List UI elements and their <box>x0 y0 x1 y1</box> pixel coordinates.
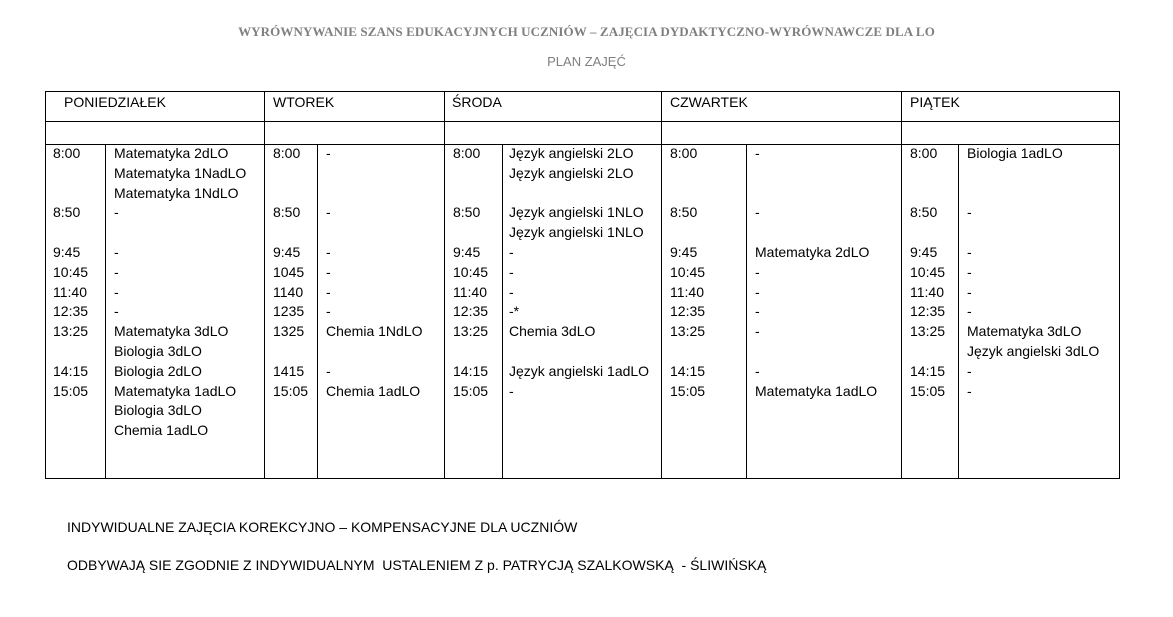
wednesday-subjects: Język angielski 2LO Język angielski 2LO Język angielski 1NLO Język angielski 1NLO - - - -* Chemia 3dLO Język angielski 1adLO - <box>509 145 650 399</box>
schedule-table <box>45 91 1120 479</box>
tuesday-subjects: - - - - - - Chemia 1NdLO - Chemia 1adLO <box>326 145 423 399</box>
day-header-friday: PIĄTEK <box>910 94 960 110</box>
footer-line-2: ODBYWAJĄ SIE ZGODNIE Z INDYWIDUALNYM USTALENIEM Z p. PATRYCJĄ SZALKOWSKĄ - ŚLIWIŃSKĄ <box>67 557 767 573</box>
tuesday-times: 8:00 8:50 9:45 1045 1140 1235 1325 1415 15:05 <box>273 145 309 399</box>
thursday-subjects: - - Matematyka 2dLO - - - - - Matematyka 1adLO <box>755 145 878 399</box>
monday-subjects: Matematyka 2dLO Matematyka 1NadLO Matematyka 1NdLO - - - - - Matematyka 3dLO Biologia 3dLO Biologia 2dLO Matematyka 1adLO Biologia 3dLO Chemia 1adLO <box>114 145 247 439</box>
day-header-monday: PONIEDZIAŁEK <box>64 94 166 110</box>
schedule-subtitle: PLAN ZAJĘĆ <box>547 54 626 69</box>
footer-line-1: INDYWIDUALNE ZAJĘCIA KOREKCYJNO – KOMPENSACYJNE DLA UCZNIÓW <box>67 519 578 535</box>
monday-times: 8:00 8:50 9:45 10:45 11:40 12:35 13:25 14:15 15:05 <box>53 145 89 399</box>
friday-subjects: Biologia 1adLO - - - - - Matematyka 3dLO Język angielski 3dLO - - <box>967 145 1100 399</box>
thursday-times: 8:00 8:50 9:45 10:45 11:40 12:35 13:25 14:15 15:05 <box>670 145 706 399</box>
day-header-thursday: CZWARTEK <box>670 94 748 110</box>
wednesday-times: 8:00 8:50 9:45 10:45 11:40 12:35 13:25 14:15 15:05 <box>453 145 489 399</box>
day-header-tuesday: WTOREK <box>273 94 335 110</box>
friday-times: 8:00 8:50 9:45 10:45 11:40 12:35 13:25 14:15 15:05 <box>910 145 946 399</box>
day-header-wednesday: ŚRODA <box>452 94 502 110</box>
document-title: WYRÓWNYWANIE SZANS EDUKACYJNYCH UCZNIÓW – ZAJĘCIA DYDAKTYCZNO-WYRÓWNAWCZE DLA LO <box>238 24 935 39</box>
